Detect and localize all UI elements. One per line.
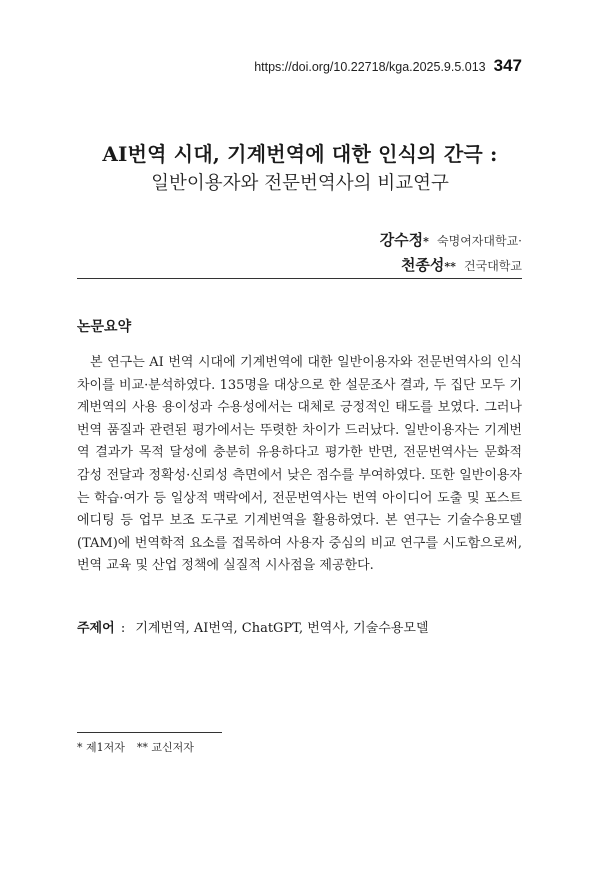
footnote-first-author: * 제1저자 (77, 741, 125, 754)
author-mark: ** (444, 260, 456, 273)
keywords-list: 기계번역, AI번역, ChatGPT, 번역사, 기술수용모델 (135, 621, 429, 636)
author-mark: * (423, 235, 429, 248)
footnote-corresponding-author: ** 교신저자 (136, 741, 194, 754)
keywords-label: 주제어 (77, 621, 115, 636)
author-list (380, 228, 522, 278)
author-affiliation: 건국대학교 (464, 259, 522, 273)
keywords (77, 618, 522, 640)
doi-link[interactable]: https://doi.org/10.22718/kga.2025.9.5.013 (254, 60, 486, 74)
author-affiliation: 숙명여자대학교· (437, 234, 522, 248)
abstract-body: 본 연구는 AI 번역 시대에 기계번역에 대한 일반이용자와 전문번역사의 인식 차이를 비교·분석하였다. 135명을 대상으로 한 설문조사 결과, 두 집단 모두 기계번역의 사용 용이성과 수용성에서는 대체로 긍정적인 태도를 보였다. 그러나 번역 품질과 관련된 평가에서는 뚜렷한 차이가 드러났다. 일반이용자는 기계번역 결과가 목적 달성에 충분히 유용하다고 평가한 반면, 전문번역사는 문화적 감성 전달과 정확성·신뢰성 측면에서 낮은 점수를 부여하였다. 또한 일반이용자는 학습·여가 등 일상적 맥락에서, 전문번역사는 번역 아이디어 도출 및 포스트에디팅 등 업무 보조 도구로 기계번역을 활용하였다. 본 연구는 기술수용모델(TAM)에 번역학적 요소를 접목하여 사용자 중심의 비교 연구를 시도함으로써, 번역 교육 및 산업 정책에 실질적 시사점을 제공한다. (77, 355, 522, 574)
footnote (77, 740, 194, 756)
keywords-separator: : (120, 621, 126, 636)
author-name: 천종성 (400, 256, 445, 274)
author-2 (380, 253, 522, 278)
title-block (60, 140, 540, 197)
abstract-heading: 논문요약 (77, 319, 132, 335)
author-name: 강수정 (379, 231, 424, 249)
paper-title: AI번역 시대, 기계번역에 대한 인식의 간극 : (102, 142, 498, 166)
running-head (254, 56, 522, 76)
footnote-divider (77, 732, 222, 733)
page-number: 347 (493, 56, 522, 75)
author-1 (380, 228, 522, 253)
header-divider (77, 278, 522, 279)
paper-subtitle: 일반이용자와 전문번역사의 비교연구 (151, 173, 449, 194)
